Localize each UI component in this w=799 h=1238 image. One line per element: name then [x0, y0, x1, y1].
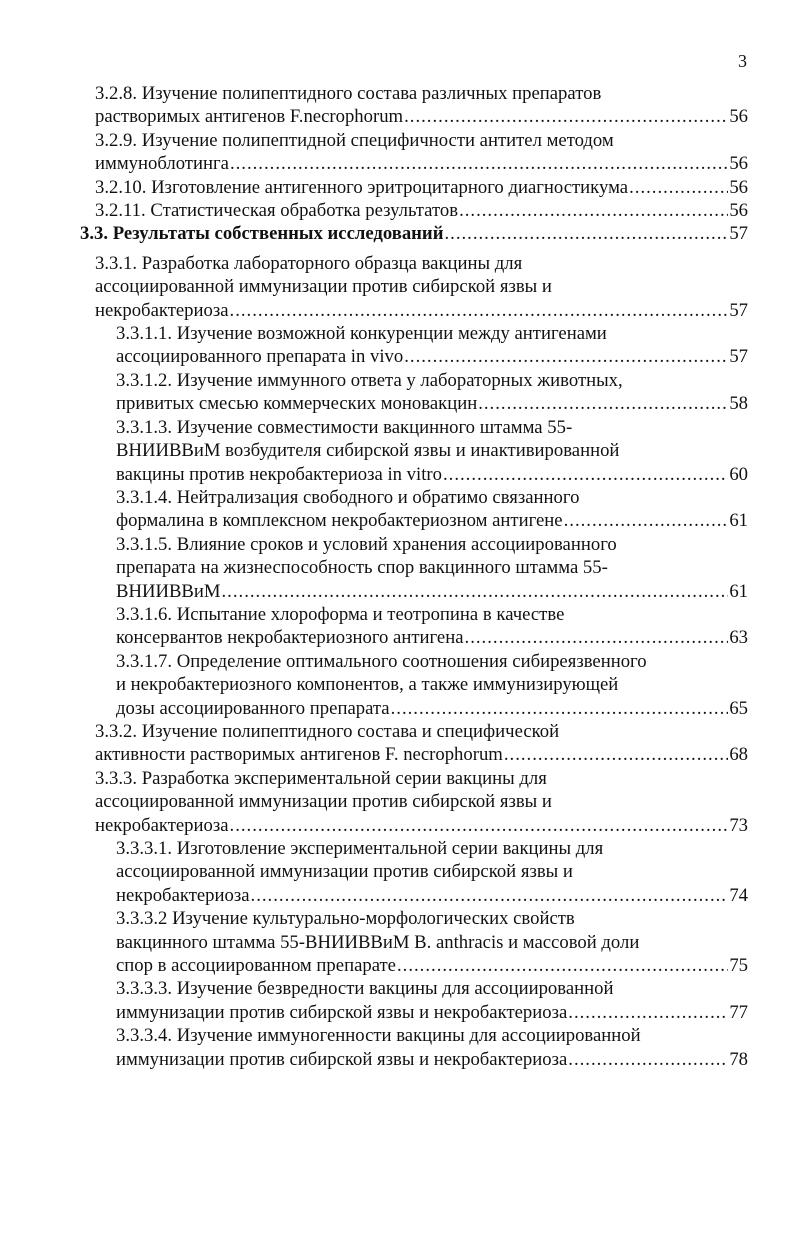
toc-entry-line: 3.3.3.4. Изучение иммуногенности вакцины для ассоциированной: [116, 1025, 641, 1047]
toc-entry-line: дозы ассоциированного препарата: [116, 697, 390, 719]
toc-entry-page: 58: [729, 393, 748, 415]
toc-entry: [116, 486, 748, 533]
toc-entry: [95, 199, 748, 222]
toc-entry-line: ассоциированной иммунизации против сибирской язвы и: [95, 791, 552, 813]
leader-dots: [629, 176, 728, 199]
leader-dots: [230, 152, 728, 175]
toc-entry-last-line: [116, 1001, 748, 1024]
leader-dots: [397, 954, 728, 977]
toc-entry-line: привитых смесью коммерческих моновакцин: [116, 393, 478, 415]
toc-entry-page: 63: [729, 627, 748, 649]
leader-dots: [444, 222, 728, 245]
toc-entry-page: 61: [729, 510, 748, 532]
leader-dots: [465, 626, 729, 649]
toc-entry-line: 3.3.2. Изучение полипептидного состава и специфической: [95, 720, 560, 742]
toc-entry-line: и некробактериозного компонентов, а также иммунизирующей: [116, 674, 619, 696]
toc-entry-line: иммунизации против сибирской язвы и некробактериоза: [116, 1048, 568, 1070]
toc-entry: [116, 533, 748, 603]
toc-entry-line: 3.3.3.1. Изготовление экспериментальной серии вакцины для: [116, 838, 604, 859]
toc-entry: [116, 907, 748, 977]
toc-entry-line: некробактериоза: [95, 299, 229, 321]
toc-entry-line: иммуноблотинга: [95, 153, 229, 175]
toc-entry-line: вакцинного штамма 55-ВНИИВВиМ B. anthracis и массовой доли: [116, 931, 640, 953]
toc-entry: [80, 222, 748, 245]
toc-entry-last-line: [116, 345, 748, 368]
toc-entry-page: 57: [729, 223, 748, 245]
leader-dots: [478, 392, 728, 415]
toc-entry-last-line: [116, 509, 748, 532]
leader-dots: [568, 1001, 728, 1024]
toc-entry-page: 61: [729, 580, 748, 602]
toc-entry: [116, 1024, 748, 1071]
toc-entry-line: 3.3.1.3. Изучение совместимости вакцинного штамма 55-: [116, 416, 573, 438]
toc-entry-line: 3.3.1.1. Изучение возможной конкуренции между антигенами: [116, 323, 607, 345]
toc-entry-line: ВНИИВВиМ: [116, 580, 221, 602]
toc-entry-line: некробактериоза: [95, 814, 229, 836]
toc-entry-line: 3.3.3. Разработка экспериментальной серии вакцины для: [95, 767, 547, 789]
toc-entry-last-line: [95, 176, 748, 199]
leader-dots: [504, 743, 728, 766]
toc-entry-page: 65: [729, 697, 748, 719]
toc-entry-line: 3.3.1.7. Определение оптимального соотношения сибиреязвенного: [116, 650, 647, 672]
toc-entry-line: ассоциированной иммунизации против сибирской язвы и: [95, 276, 552, 298]
toc-entry-page: 60: [729, 463, 748, 485]
leader-dots: [251, 884, 729, 907]
toc-entry-line: 3.2.8. Изучение полипептидного состава различных препаратов: [95, 83, 602, 104]
toc-entry-line: консервантов некробактериозного антигена: [116, 627, 464, 649]
toc-entry: [116, 369, 748, 416]
toc-entry-line: вакцины против некробактериоза in vitro: [116, 463, 442, 485]
toc-entry: [95, 176, 748, 199]
toc-entry-page: 78: [729, 1048, 748, 1070]
toc-entry-last-line: [116, 697, 748, 720]
toc-entry: [116, 322, 748, 369]
toc-entry-line: ассоциированного препарата in vivo: [116, 346, 404, 368]
toc-entry-last-line: [116, 626, 748, 649]
toc-entry-page: 68: [729, 744, 748, 766]
toc-entry-last-line: [116, 884, 748, 907]
toc-entry: [95, 720, 748, 767]
leader-dots: [564, 509, 729, 532]
toc-entry-last-line: [116, 1048, 748, 1071]
toc-entry-last-line: [95, 743, 748, 766]
toc-entry: [95, 129, 748, 176]
toc-entry-last-line: [95, 152, 748, 175]
toc-entry-line: 3.3.1.4. Нейтрализация свободного и обратимо связанного: [116, 486, 580, 508]
toc-entry-line: растворимых антигенов F.necrophorum: [95, 106, 404, 128]
toc-entry-line: некробактериоза: [116, 884, 250, 906]
toc-entry-last-line: [95, 199, 748, 222]
toc-entry-line: спор в ассоциированном препарате: [116, 955, 396, 977]
toc-entry-last-line: [116, 954, 748, 977]
toc-entry-line: 3.3.3.3. Изучение безвредности вакцины для ассоциированной: [116, 978, 614, 1000]
toc-entry-page: 75: [729, 955, 748, 977]
toc-entry-line: иммунизации против сибирской язвы и некробактериоза: [116, 1001, 568, 1023]
toc-entry-last-line: [116, 580, 748, 603]
toc-entry-page: 73: [729, 814, 748, 836]
toc-entry-last-line: [95, 105, 748, 128]
toc-entry-last-line: [80, 222, 748, 245]
leader-dots: [459, 199, 728, 222]
toc-entry-line: 3.3.1.5. Влияние сроков и условий хранения ассоциированного: [116, 533, 617, 555]
toc-entry-page: 57: [729, 346, 748, 368]
toc-entry-line: ВНИИВВиМ возбудителя сибирской язвы и инактивированной: [116, 440, 620, 462]
toc-entry-line: препарата на жизнеспособность спор вакцинного штамма 55-: [116, 557, 608, 579]
toc-entry-last-line: [116, 463, 748, 486]
toc-entry-last-line: [95, 299, 748, 322]
toc-entry-last-line: [95, 814, 748, 837]
toc-entry-line: 3.2.11. Статистическая обработка результатов: [95, 200, 459, 222]
leader-dots: [230, 814, 729, 837]
leader-dots: [443, 463, 728, 486]
toc-entry: [95, 252, 748, 322]
leader-dots: [404, 345, 728, 368]
toc-entry: [116, 650, 748, 720]
leader-dots: [230, 299, 729, 322]
toc-entry: [116, 977, 748, 1024]
toc-entry: [95, 767, 748, 837]
toc-entry: [95, 82, 748, 129]
toc-entry-line: 3.3. Результаты собственных исследований: [80, 223, 444, 245]
toc-entry: [116, 837, 748, 907]
leader-dots: [222, 580, 729, 603]
toc-entry-last-line: [116, 392, 748, 415]
toc-entry-line: 3.3.1.2. Изучение иммунного ответа у лабораторных животных,: [116, 369, 623, 391]
toc-entry-page: 57: [729, 299, 748, 321]
toc-entry-page: 56: [729, 200, 748, 222]
leader-dots: [404, 105, 728, 128]
toc-entry-line: 3.2.10. Изготовление антигенного эритроцитарного диагностикума: [95, 176, 629, 198]
leader-dots: [568, 1048, 728, 1071]
toc-entry-line: ассоциированной иммунизации против сибирской язвы и: [116, 861, 573, 883]
table-of-contents: [80, 82, 748, 1071]
toc-entry-line: 3.3.3.2 Изучение культурально-морфологических свойств: [116, 908, 575, 930]
toc-entry-line: 3.3.1.6. Испытание хлороформа и теотропина в качестве: [116, 603, 565, 625]
toc-entry-line: активности растворимых антигенов F. necrophorum: [95, 744, 503, 766]
toc-entry: [116, 603, 748, 650]
toc-entry-line: 3.2.9. Изучение полипептидной специфичности антител методом: [95, 129, 614, 151]
toc-entry-page: 56: [729, 153, 748, 175]
toc-entry-line: формалина в комплексном некробактериозном антигене: [116, 510, 563, 532]
toc-entry-page: 77: [729, 1001, 748, 1023]
toc-entry: [116, 416, 748, 486]
toc-entry-page: 74: [729, 884, 748, 906]
toc-entry-page: 56: [729, 176, 748, 198]
page-number: 3: [738, 51, 747, 71]
toc-entry-page: 56: [729, 106, 748, 128]
toc-entry-line: 3.3.1. Разработка лабораторного образца вакцины для: [95, 252, 523, 274]
leader-dots: [391, 697, 729, 720]
